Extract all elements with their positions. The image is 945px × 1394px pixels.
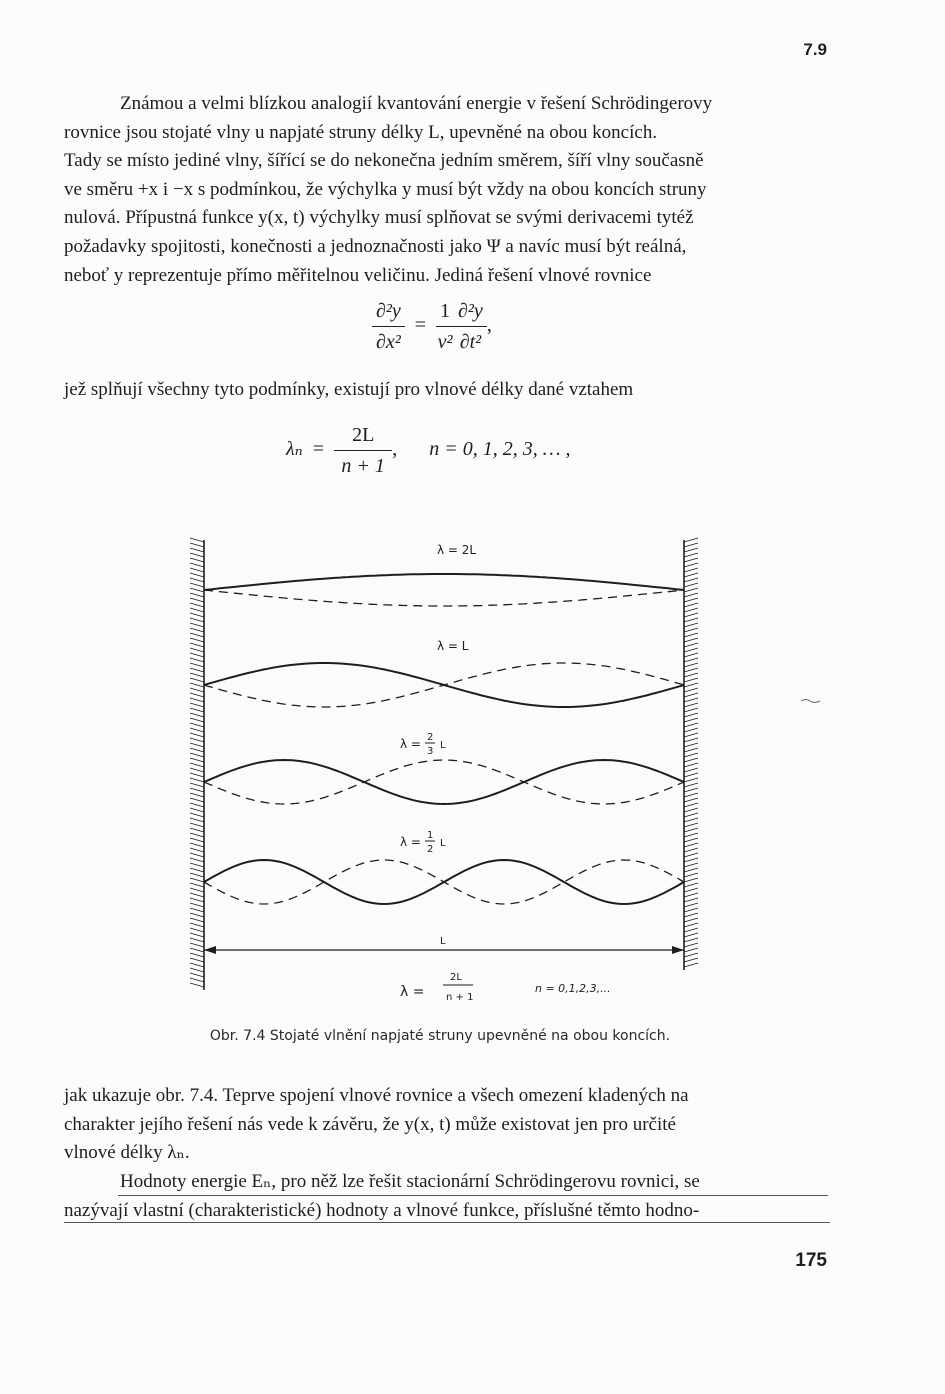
wall-hatch [190, 863, 204, 867]
wall-hatch [684, 683, 698, 687]
wall-hatch [684, 928, 698, 932]
wave-solid [204, 574, 684, 590]
wall-hatch [684, 608, 698, 612]
wall-hatch [684, 558, 698, 562]
eq-sep: , [392, 438, 398, 461]
wave-dashed [204, 590, 684, 606]
paragraph-intro [64, 90, 826, 290]
wall-hatch [684, 738, 698, 742]
text-line: Tady se místo jediné vlny, šířící se do nekonečna jedním směrem, šíří vlny současně [64, 150, 704, 172]
wall-hatch [684, 853, 698, 857]
wall-hatch [190, 653, 204, 657]
wall-hatch [190, 698, 204, 702]
wall-hatch [684, 753, 698, 757]
wall-hatch [684, 663, 698, 667]
wave-dashed [204, 860, 684, 904]
wall-hatch [684, 768, 698, 772]
wall-hatch [684, 648, 698, 652]
eq-lambda-n: λₙ [286, 438, 303, 461]
wall-hatch [684, 573, 698, 577]
eq-rhs2-denominator: ∂t² [459, 331, 482, 353]
wall-hatch [684, 908, 698, 912]
wave-dashed [204, 760, 684, 804]
wall-hatch [190, 723, 204, 727]
eq-equals: = [414, 314, 427, 337]
wall-hatch [684, 773, 698, 777]
formula-numerator: 2L [450, 972, 462, 983]
wall-hatch [190, 748, 204, 752]
pencil-underline [118, 1195, 828, 1196]
figure-caption: Obr. 7.4 Stojaté vlnění napjaté struny upevněné na obou koncích. [209, 1028, 671, 1044]
wall-hatch [190, 623, 204, 627]
wall-hatch [190, 778, 204, 782]
wall-hatch [684, 693, 698, 697]
wall-hatch [684, 623, 698, 627]
wall-hatch [684, 883, 698, 887]
wall-hatch [684, 653, 698, 657]
wall-hatch [190, 853, 204, 857]
wall-hatch [190, 648, 204, 652]
wall-hatch [190, 928, 204, 932]
eq-rhs-numerator: 1 [436, 296, 454, 327]
wall-hatch [190, 688, 204, 692]
wall-hatch [684, 713, 698, 717]
wall-hatch [684, 748, 698, 752]
wall-hatch [190, 538, 204, 542]
wall-hatch [190, 713, 204, 717]
frac-den: 2 [427, 844, 434, 855]
wall-hatch [190, 958, 204, 962]
wall-hatch [190, 913, 204, 917]
wall-hatch [190, 613, 204, 617]
wall-hatch [684, 848, 698, 852]
wall-hatch [684, 583, 698, 587]
wall-hatch [190, 938, 204, 942]
wall-hatch [190, 558, 204, 562]
wall-hatch [684, 838, 698, 842]
wall-hatch [190, 553, 204, 557]
wall-hatch [190, 843, 204, 847]
wall-hatch [684, 918, 698, 922]
wall-hatch [190, 683, 204, 687]
frac-num: 2 [427, 732, 434, 743]
wall-hatch [684, 793, 698, 797]
wall-hatch [190, 763, 204, 767]
wall-hatch [684, 543, 698, 547]
formula-condition: n = 0,1,2,3,... [535, 982, 611, 995]
wall-hatch [684, 548, 698, 552]
wall-hatch [190, 758, 204, 762]
wall-hatch [190, 638, 204, 642]
wall-hatch [684, 843, 698, 847]
wall-hatch [190, 608, 204, 612]
text-line: neboť y reprezentuje přímo měřitelnou veličinu. Jediná řešení vlnové rovnice [64, 264, 652, 286]
wall-hatch [190, 598, 204, 602]
wall-hatch [190, 943, 204, 947]
frac-suffix: L [440, 838, 446, 849]
eq-lhs-denominator: ∂x² [376, 331, 401, 353]
wall-hatch [190, 923, 204, 927]
wall-hatch [190, 803, 204, 807]
wall-hatch [684, 618, 698, 622]
wall-hatch [684, 813, 698, 817]
wall-hatch [190, 658, 204, 662]
length-label: L [440, 936, 446, 947]
formula-lhs: λ = [400, 984, 425, 1000]
wall-hatch [190, 693, 204, 697]
wall-hatch [684, 898, 698, 902]
frac-suffix: L [440, 740, 446, 751]
wave-dashed [204, 663, 684, 707]
wall-hatch [190, 668, 204, 672]
wall-hatch [684, 603, 698, 607]
wall-hatch [684, 698, 698, 702]
wall-hatch [684, 743, 698, 747]
wall-hatch [684, 953, 698, 957]
wall-hatch [190, 888, 204, 892]
wall-hatch [190, 673, 204, 677]
wall-hatch [684, 948, 698, 952]
formula-denominator: n + 1 [446, 992, 474, 1003]
wall-hatch [190, 903, 204, 907]
wave-modes [204, 574, 684, 904]
wall-hatch [684, 808, 698, 812]
wall-hatch [684, 728, 698, 732]
wall-hatch [190, 823, 204, 827]
wall-hatch [190, 753, 204, 757]
wall-hatch [684, 723, 698, 727]
frac-num: 1 [427, 830, 434, 841]
wall-hatch [684, 538, 698, 542]
wall-hatch [684, 703, 698, 707]
wavelength-equation [286, 420, 571, 481]
wall-hatch [190, 918, 204, 922]
wall-hatch [684, 718, 698, 722]
wall-hatch [190, 768, 204, 772]
wall-hatch [684, 758, 698, 762]
wall-hatch [190, 973, 204, 977]
text-line: jak ukazuje obr. 7.4. Teprve spojení vlnové rovnice a všech omezení kladených na [64, 1085, 689, 1106]
text-line: rovnice jsou stojaté vlny u napjaté struny délky L, upevněné na obou koncích. [64, 121, 658, 143]
wall-hatch [684, 638, 698, 642]
text-line: Známou a velmi blízkou analogií kvantování energie v řešení Schrödingerovy [120, 93, 713, 114]
wall-hatch [684, 963, 698, 967]
wall-hatch [190, 933, 204, 937]
wall-hatch [684, 598, 698, 602]
wall-hatch [190, 878, 204, 882]
label-lambda-2L: λ = 2L [437, 543, 477, 557]
wall-hatch [684, 828, 698, 832]
text-line: ve směru +x i −x s podmínkou, že výchylka y musí být vždy na obou koncích struny [64, 178, 707, 200]
wall-hatch [190, 838, 204, 842]
wall-hatch [190, 783, 204, 787]
wall-hatch [190, 573, 204, 577]
wall-hatch [684, 643, 698, 647]
wall-hatch [190, 798, 204, 802]
wall-hatch [684, 658, 698, 662]
wall-hatch [190, 883, 204, 887]
eq-numerator: 2L [334, 420, 392, 451]
wall-hatch [684, 818, 698, 822]
wall-hatch [190, 968, 204, 972]
wall-hatch [684, 778, 698, 782]
wall-hatch [190, 813, 204, 817]
wall-hatch [190, 563, 204, 567]
wall-hatch [684, 783, 698, 787]
wall-hatch [190, 643, 204, 647]
wall-hatch [190, 603, 204, 607]
wall-hatch [190, 953, 204, 957]
page-number: 175 [795, 1250, 827, 1271]
length-dimension-line [204, 946, 684, 954]
wave-equation [372, 296, 492, 357]
wall-hatch [190, 773, 204, 777]
wall-hatch [684, 588, 698, 592]
wall-hatch [684, 688, 698, 692]
eq-rhs-denominator: v² [437, 331, 453, 353]
wall-hatch [684, 893, 698, 897]
wall-hatch [190, 908, 204, 912]
wall-hatch [190, 858, 204, 862]
wall-hatch [684, 733, 698, 737]
wall-hatch [190, 718, 204, 722]
wall-hatch [190, 793, 204, 797]
label-lambda-L: λ = L [437, 639, 469, 653]
wall-hatch [190, 873, 204, 877]
wall-hatch [190, 703, 204, 707]
paragraph-eigenvalues [64, 1168, 826, 1225]
wall-hatch [684, 923, 698, 927]
wall-hatch [684, 873, 698, 877]
wall-hatch [684, 763, 698, 767]
wall-hatch [190, 868, 204, 872]
eq-lhs-numerator: ∂²y [372, 296, 405, 327]
wall-hatch [190, 663, 204, 667]
wall-hatch [684, 568, 698, 572]
wall-hatch [684, 878, 698, 882]
wall-hatch [190, 743, 204, 747]
wall-hatch [190, 808, 204, 812]
wall-hatch [190, 543, 204, 547]
wall-hatch [190, 833, 204, 837]
wave-solid [204, 760, 684, 804]
wall-hatch [684, 593, 698, 597]
wall-hatch [684, 833, 698, 837]
wall-hatch [190, 848, 204, 852]
wall-hatch [190, 963, 204, 967]
label-lambda-1-2: λ = [400, 835, 421, 849]
wall-hatch [684, 958, 698, 962]
wall-hatch [684, 628, 698, 632]
wall-hatch [684, 678, 698, 682]
wall-hatch [190, 548, 204, 552]
wall-hatch [190, 593, 204, 597]
section-number: 7.9 [803, 40, 827, 59]
wall-hatch [190, 898, 204, 902]
frac-den: 3 [427, 746, 434, 757]
wall-hatch [684, 938, 698, 942]
wall-hatch [684, 888, 698, 892]
wall-hatch [190, 578, 204, 582]
wall-hatch [190, 818, 204, 822]
wall-hatch [190, 588, 204, 592]
wall-hatch [684, 913, 698, 917]
wall-hatch [190, 678, 204, 682]
text-line: nazývají vlastní (charakteristické) hodnoty a vlnové funkce, příslušné těmto hodno- [64, 1199, 700, 1221]
wall-hatch [684, 613, 698, 617]
eq-condition: n = 0, 1, 2, 3, … , [429, 438, 571, 461]
wall-hatch [684, 868, 698, 872]
wall-hatch [684, 708, 698, 712]
label-lambda-2-3: λ = [400, 737, 421, 751]
wall-hatch [190, 983, 204, 987]
wall-hatch [684, 798, 698, 802]
wall-hatch [190, 633, 204, 637]
wall-hatch [684, 933, 698, 937]
wall-hatch [684, 803, 698, 807]
wall-hatch [190, 948, 204, 952]
wall-hatch [684, 863, 698, 867]
wall-hatch [684, 578, 698, 582]
eq-equals: = [312, 438, 325, 461]
wall-hatch [684, 553, 698, 557]
wall-hatch [190, 788, 204, 792]
text-line: vlnové délky λₙ. [64, 1142, 190, 1164]
eq-denominator: n + 1 [341, 455, 385, 477]
wall-hatch [190, 738, 204, 742]
standing-waves-figure [150, 530, 710, 1010]
text-line: Hodnoty energie Eₙ, pro něž lze řešit stacionární Schrödingerovu rovnici, se [120, 1171, 700, 1192]
wall-hatch [684, 673, 698, 677]
text-line: požadavky spojitosti, konečnosti a jednoznačnosti jako Ψ a navíc musí být reálná, [64, 235, 687, 257]
wall-hatch [190, 568, 204, 572]
eq-comma: , [486, 314, 492, 337]
wall-hatch [190, 618, 204, 622]
wall-hatch [190, 628, 204, 632]
text-line: charakter jejího řešení nás vede k závěru, že y(x, t) může existovat jen pro určité [64, 1113, 676, 1135]
scan-mark [800, 696, 822, 704]
eq-rhs2-numerator: ∂²y [454, 296, 487, 327]
text-line: nulová. Přípustná funkce y(x, t) výchylky musí splňovat se svými derivacemi tytéž [64, 207, 694, 229]
wall-hatch [684, 563, 698, 567]
wall-hatch [190, 583, 204, 587]
wall-hatch [684, 823, 698, 827]
wall-hatch [684, 903, 698, 907]
wall-hatch [190, 708, 204, 712]
wall-hatch [190, 728, 204, 732]
wall-hatch [684, 668, 698, 672]
wall-hatch [684, 633, 698, 637]
wall-hatch [190, 733, 204, 737]
wall-hatch [190, 893, 204, 897]
paragraph-conclusion [64, 1082, 826, 1168]
pencil-underline [64, 1222, 830, 1223]
wall-hatch [684, 858, 698, 862]
paragraph-condition: jež splňují všechny tyto podmínky, existují pro vlnové délky dané vztahem [64, 379, 634, 400]
wall-hatch [684, 788, 698, 792]
wall-hatch [684, 943, 698, 947]
wall-hatch [190, 828, 204, 832]
wall-hatch [190, 978, 204, 982]
